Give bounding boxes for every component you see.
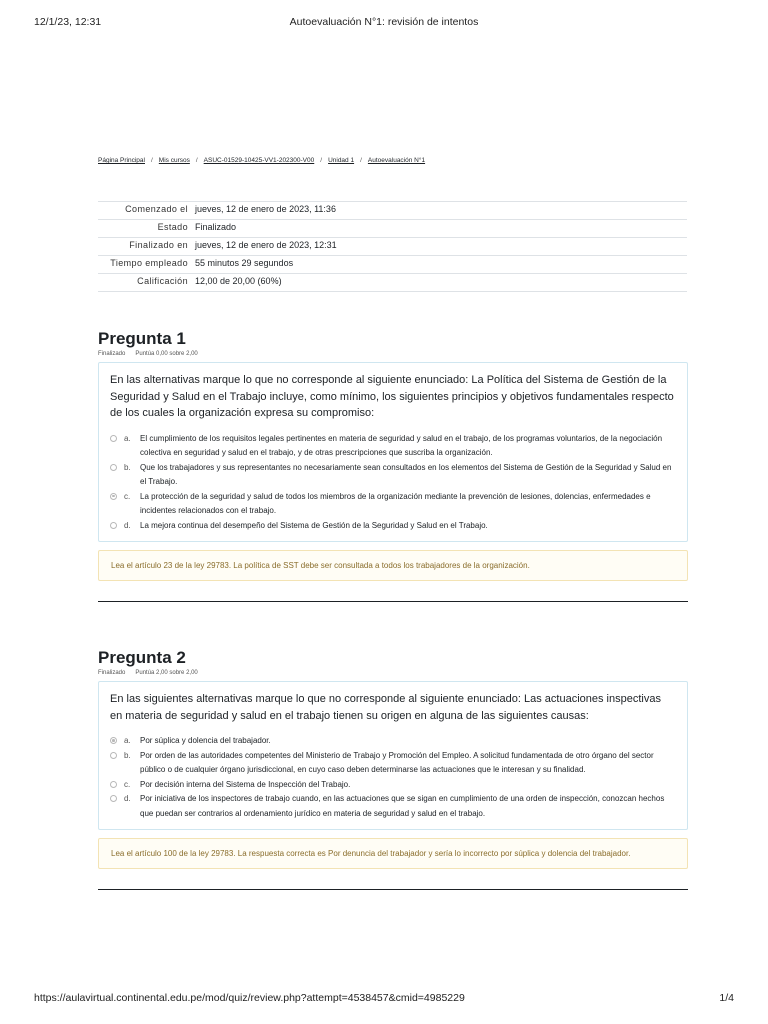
answer-option-d[interactable] (110, 792, 676, 821)
print-footer (34, 992, 734, 1008)
question-title: Pregunta 1 (98, 329, 186, 348)
answer-letter: d. (124, 520, 131, 530)
answer-list (110, 432, 676, 534)
answer-option-c[interactable] (110, 778, 676, 793)
breadcrumb-quiz-link[interactable]: Autoevaluación N°1 (367, 157, 426, 164)
print-header (34, 16, 734, 32)
breadcrumb-separator: / (360, 157, 362, 164)
summary-row-grade (98, 274, 687, 292)
answer-option-a[interactable] (110, 432, 676, 461)
summary-label: Comenzado el (125, 204, 188, 214)
answer-text: Por iniciativa de los inspectores de trabajo cuando, en las actuaciones que se sigan en cumplimiento de una orden de inspección, conozcan hechos que puedan ser contrarios al ordenamiento jurídico en materia de seguridad y salud en el trabajo. (140, 794, 665, 818)
answer-option-d[interactable] (110, 519, 676, 534)
summary-label: Estado (157, 222, 188, 232)
question-1 (98, 329, 688, 602)
summary-value: jueves, 12 de enero de 2023, 12:31 (195, 240, 337, 250)
answer-letter: c. (124, 779, 131, 789)
answer-letter: a. (124, 433, 131, 443)
summary-value: jueves, 12 de enero de 2023, 11:36 (195, 204, 336, 214)
answer-option-c[interactable] (110, 490, 676, 519)
summary-row-time (98, 256, 687, 274)
question-score: Puntúa 0,00 sobre 2,00 (135, 351, 198, 357)
radio-button-selected[interactable] (110, 493, 117, 500)
question-feedback: Lea el artículo 23 de la ley 29783. La política de SST debe ser consultada a todos los trabajadores de la organización. (98, 550, 688, 581)
breadcrumb-separator: / (195, 157, 198, 164)
question-score: Puntúa 2,00 sobre 2,00 (135, 670, 198, 676)
question-status: Finalizado (98, 670, 126, 676)
question-title: Pregunta 2 (98, 648, 186, 667)
answer-letter: b. (124, 462, 131, 472)
answer-option-b[interactable] (110, 461, 676, 490)
question-divider (98, 601, 688, 602)
breadcrumb-course-link[interactable]: ASUC-01529-10425-VV1-202300-V00 (203, 157, 315, 164)
question-content (98, 362, 688, 542)
summary-value: Finalizado (195, 222, 237, 232)
breadcrumb-courses-link[interactable]: Mis cursos (158, 157, 190, 164)
answer-list (110, 734, 676, 821)
answer-letter: c. (124, 491, 131, 501)
print-datetime: 12/1/23, 12:31 (34, 16, 102, 28)
question-2 (98, 648, 688, 890)
breadcrumb-unit-link[interactable]: Unidad 1 (328, 157, 355, 164)
radio-button[interactable] (110, 435, 117, 442)
question-info (98, 351, 688, 357)
answer-text: Por orden de las autoridades competentes del Ministerio de Trabajo y Promoción del Empleo. A solicitud fundamentada de otro órgano del sector público o de cualquier órgano jurisdiccional, en cuyo caso deben determinarse las actuaciones que le interesan y su finalidad. (140, 750, 654, 774)
radio-button[interactable] (110, 781, 117, 788)
radio-button[interactable] (110, 464, 117, 471)
answer-letter: b. (124, 750, 131, 760)
question-status: Finalizado (98, 351, 126, 357)
answer-letter: a. (124, 736, 131, 745)
answer-option-a[interactable] (110, 734, 676, 749)
breadcrumb-separator: / (150, 157, 153, 164)
summary-label: Tiempo empleado (110, 258, 188, 268)
question-divider (98, 889, 688, 890)
question-text: En las alternativas marque lo que no corresponde al siguiente enunciado: La Política del Sistema de Gestión de la Seguridad y Salud en el Trabajo incluye, como mínimo, los siguientes principios y objetivos fundamentales respecto de los cuales la organización expresa su compromiso: (110, 374, 674, 419)
question-content (98, 681, 688, 830)
answer-text: Por súplica y dolencia del trabajador. (140, 736, 271, 745)
print-title: Autoevaluación N°1: revisión de intentos (289, 16, 479, 28)
summary-label: Calificación (137, 276, 188, 286)
attempt-summary-table (98, 201, 687, 292)
answer-text: Por decisión interna del Sistema de Inspección del Trabajo. (140, 779, 351, 789)
breadcrumb-home-link[interactable]: Página Principal (98, 157, 145, 164)
print-url: https://aulavirtual.continental.edu.pe/mod/quiz/review.php?attempt=4538457&cmid=4985229 (34, 992, 465, 1004)
radio-button[interactable] (110, 752, 117, 759)
radio-button[interactable] (110, 795, 117, 802)
answer-option-b[interactable] (110, 749, 676, 778)
answer-text: Que los trabajadores y sus representantes no necesariamente sean consultados en los elementos del Sistema de Gestión de la Seguridad y Salud en el Trabajo. (140, 462, 672, 486)
answer-text: El cumplimiento de los requisitos legales pertinentes en materia de seguridad y salud en el trabajo, de los programas voluntarios, de la negociación colectiva en seguridad y salud en el trabajo, y de otras prescripciones que suscriba la organización. (140, 433, 663, 457)
answer-letter: d. (124, 794, 131, 803)
summary-row-state (98, 220, 687, 238)
radio-button-selected[interactable] (110, 737, 117, 744)
summary-row-started (98, 202, 687, 220)
summary-value: 12,00 de 20,00 (60%) (195, 276, 282, 286)
answer-text: La protección de la seguridad y salud de todos los miembros de la organización mediante la prevención de lesiones, dolencias, enfermedades e incidentes relacionados con el trabajo. (140, 491, 651, 515)
question-info (98, 670, 688, 676)
radio-button[interactable] (110, 522, 117, 529)
summary-row-finished (98, 238, 687, 256)
question-feedback: Lea el artículo 100 de la ley 29783. La respuesta correcta es Por denuncia del trabajador y sería lo incorrecto por súplica y dolencia del trabajador. (98, 838, 688, 869)
summary-value: 55 minutos 29 segundos (195, 258, 294, 268)
question-text: En las siguientes alternativas marque lo que no corresponde al siguiente enunciado: Las actuaciones inspectivas en materia de seguridad y salud en el trabajo tienen su origen en alguna de las siguientes causas: (110, 693, 661, 722)
answer-text: La mejora continua del desempeño del Sistema de Gestión de la Seguridad y Salud en el Trabajo. (140, 520, 488, 530)
breadcrumb-separator: / (320, 157, 323, 164)
breadcrumb (98, 157, 425, 164)
print-page-number: 1/4 (719, 992, 734, 1004)
summary-label: Finalizado en (129, 240, 188, 250)
